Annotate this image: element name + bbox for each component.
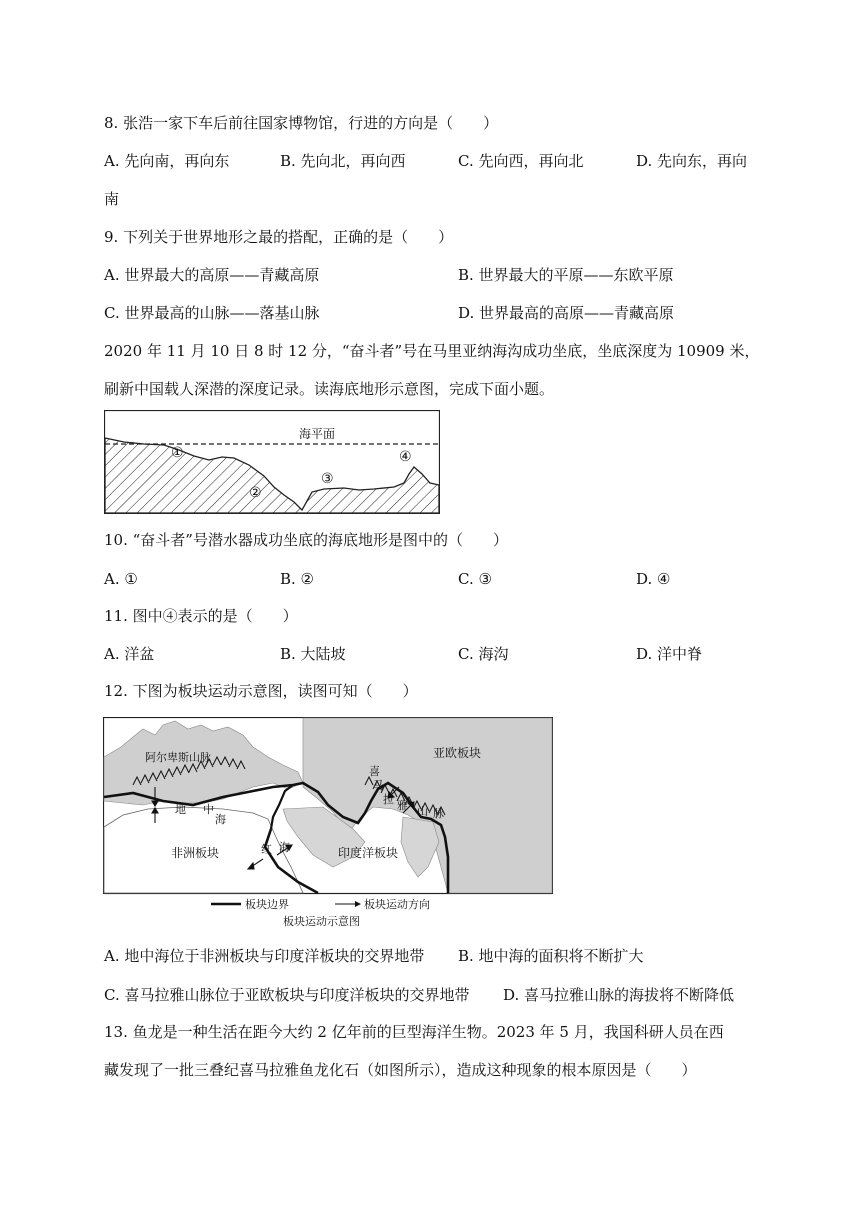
label-med-1: 地 — [175, 803, 186, 816]
q9-option-d: D. 世界最高的高原——青藏高原 — [458, 304, 675, 322]
q12-option-d: D. 喜马拉雅山脉的海拔将不断降低 — [503, 986, 735, 1004]
q11-option-c: C. 海沟 — [458, 645, 509, 663]
label-alps: 阿尔卑斯山脉 — [145, 751, 211, 764]
q8-option-b: B. 先向北，再向西 — [280, 152, 406, 170]
label-med-3: 海 — [215, 813, 226, 826]
seafloor-diagram — [104, 410, 440, 514]
q10-option-d: D. ④ — [636, 570, 671, 588]
q10-option-a: A. ① — [104, 570, 138, 588]
q8-option-d-wrap: 南 — [104, 190, 120, 208]
q11-option-b: B. 大陆坡 — [280, 645, 346, 663]
label-himalaya-3: 拉 — [383, 793, 394, 806]
label-himalaya-5: 山 — [417, 805, 428, 818]
label-red-sea-2: 海 — [279, 841, 290, 854]
q12-option-c: C. 喜马拉雅山脉位于亚欧板块与印度洋板块的交界地带 — [104, 986, 470, 1004]
marker-1: ① — [171, 445, 184, 461]
sea-level-label: 海平面 — [299, 427, 336, 441]
marker-4: ④ — [399, 449, 412, 465]
q8-stem: 8. 张浩一家下车后前往国家博物馆，行进的方向是（ ） — [104, 114, 499, 132]
plate-tectonics-map — [103, 717, 553, 931]
q8-option-c: C. 先向西，再向北 — [458, 152, 584, 170]
label-himalaya-1: 喜 — [369, 765, 380, 778]
legend-boundary-label: 板块边界 — [245, 898, 289, 911]
q10-option-b: B. ② — [280, 570, 315, 588]
label-med-2: 中 — [203, 803, 214, 816]
label-african-plate: 非洲板块 — [171, 846, 220, 860]
q9-stem: 9. 下列关于世界地形之最的搭配，正确的是（ ） — [104, 228, 454, 246]
q9-option-a: A. 世界最大的高原——青藏高原 — [104, 266, 320, 284]
marker-3: ③ — [321, 471, 334, 487]
label-red-sea-1: 红 — [261, 843, 272, 856]
label-indian-plate: 印度洋板块 — [338, 846, 399, 860]
q8-option-a: A. 先向南，再向东 — [104, 152, 230, 170]
q12-stem: 12. 下图为板块运动示意图，读图可知（ ） — [104, 682, 418, 700]
label-himalaya-2: 马 — [373, 779, 384, 792]
q11-option-d: D. 洋中脊 — [636, 645, 703, 663]
q11-option-a: A. 洋盆 — [104, 645, 155, 663]
q13-line-2: 藏发现了一批三叠纪喜马拉雅鱼龙化石（如图所示），造成这种现象的根本原因是（ ） — [104, 1061, 697, 1079]
q8-option-d: D. 先向东，再向 — [636, 152, 748, 170]
q10-option-c: C. ③ — [458, 570, 492, 588]
map-caption: 板块运动示意图 — [283, 915, 360, 928]
marker-2: ② — [249, 485, 262, 501]
intro-line-1: 2020 年 11 月 10 日 8 时 12 分，“奋斗者”号在马里亚纳海沟成功坐底，坐底深度为 10909 米， — [104, 342, 760, 360]
legend-direction-label: 板块运动方向 — [364, 898, 430, 911]
q13-line-1: 13. 鱼龙是一种生活在距今大约 2 亿年前的巨型海洋生物。2023 年 5 月，我国科研人员在西 — [104, 1023, 724, 1041]
label-himalaya-4: 雅 — [397, 799, 408, 812]
q11-stem: 11. 图中④表示的是（ ） — [104, 607, 298, 625]
q9-option-b: B. 世界最大的平原——东欧平原 — [458, 266, 674, 284]
q12-option-b: B. 地中海的面积将不断扩大 — [458, 947, 644, 965]
legend-arrow-head — [355, 901, 361, 907]
label-himalaya-6: 脉 — [433, 807, 444, 820]
intro-line-2: 刷新中国载人深潜的深度记录。读海底地形示意图，完成下面小题。 — [104, 380, 555, 398]
q10-stem: 10. “奋斗者”号潜水器成功坐底的海底地形是图中的（ ） — [104, 531, 508, 549]
label-eurasian-plate: 亚欧板块 — [433, 746, 482, 760]
q9-option-c: C. 世界最高的山脉——落基山脉 — [104, 304, 320, 322]
q12-option-a: A. 地中海位于非洲板块与印度洋板块的交界地带 — [104, 947, 425, 965]
